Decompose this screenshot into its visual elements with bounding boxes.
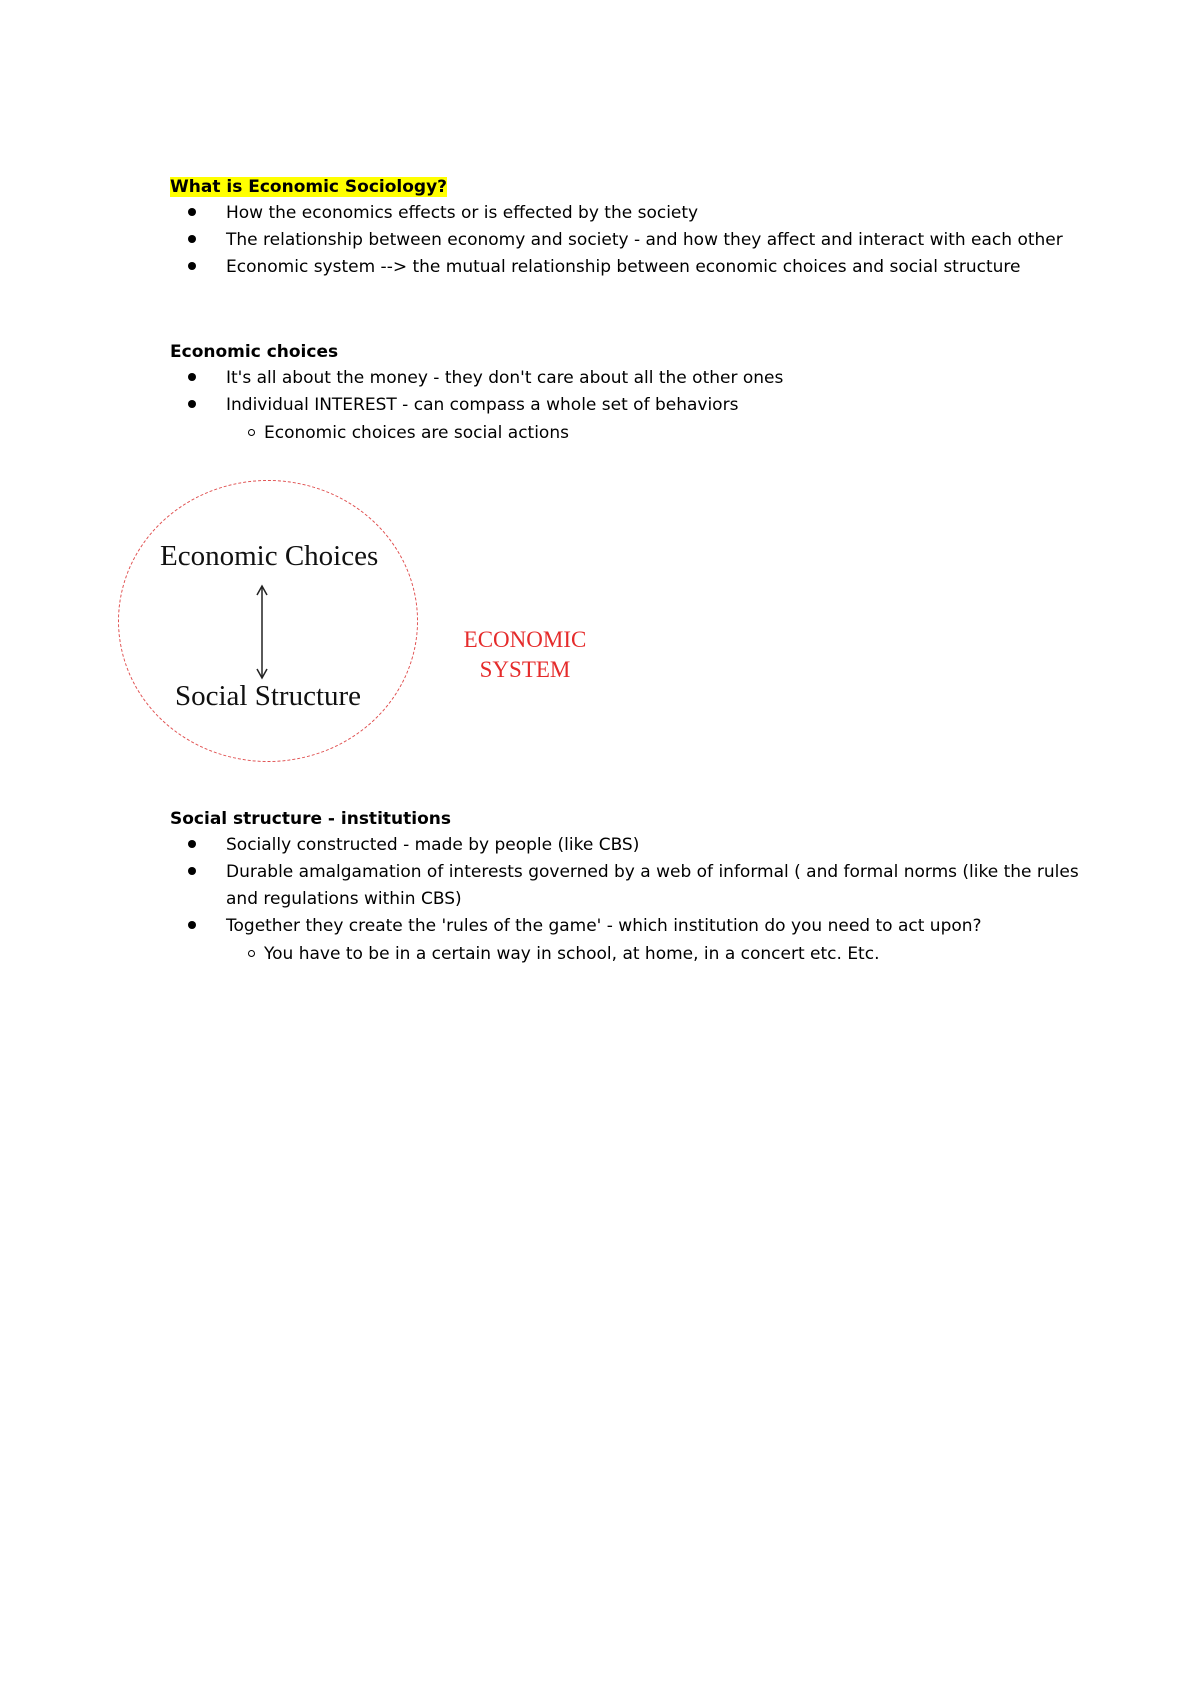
list-item: Individual INTEREST - can compass a whole set of behaviors — [170, 392, 1106, 419]
double-arrow-icon — [250, 583, 274, 681]
bullet-icon — [188, 373, 196, 381]
economic-choices-label: Economic Choices — [160, 540, 379, 572]
list-item: Together they create the 'rules of the game' - which institution do you need to act upon? — [170, 913, 1106, 940]
list-item: It's all about the money - they don't care about all the other ones — [170, 365, 1106, 392]
list-item: Economic system --> the mutual relationship between economic choices and social structure — [170, 254, 1106, 281]
sub-list-item: You have to be in a certain way in school, at home, in a concert etc. Etc. — [170, 940, 1144, 968]
hollow-bullet-icon — [248, 429, 255, 436]
economic-system-label: ECONOMIC SYSTEM — [463, 627, 587, 682]
economic-system-diagram — [110, 475, 610, 775]
list-item: The relationship between economy and society - and how they affect and interact with each other — [170, 227, 1106, 254]
hollow-bullet-icon — [248, 950, 255, 957]
bullet-icon — [188, 400, 196, 408]
section-heading-social-structure: Social structure - institutions — [170, 809, 451, 829]
list-item: Socially constructed - made by people (like CBS) — [170, 832, 1106, 859]
list-item: How the economics effects or is effected by the society — [170, 200, 1106, 227]
bullet-icon — [188, 867, 196, 875]
bullet-list-economic-choices — [170, 365, 1144, 447]
bullet-icon — [188, 208, 196, 216]
bullet-list-economic-sociology — [170, 200, 1106, 281]
list-item: Durable amalgamation of interests governed by a web of informal ( and formal norms (like the rules and regulations within CBS) — [170, 859, 1106, 913]
section-heading-economic-choices: Economic choices — [170, 342, 339, 362]
bullet-icon — [188, 262, 196, 270]
sub-list-item: Economic choices are social actions — [170, 419, 1144, 447]
bullet-icon — [188, 840, 196, 848]
highlighted-heading: What is Economic Sociology? — [170, 177, 448, 197]
section-heading-economic-sociology — [170, 176, 447, 198]
bullet-icon — [188, 235, 196, 243]
social-structure-label: Social Structure — [175, 680, 362, 712]
bullet-list-social-structure — [170, 832, 1144, 968]
bullet-icon — [188, 921, 196, 929]
